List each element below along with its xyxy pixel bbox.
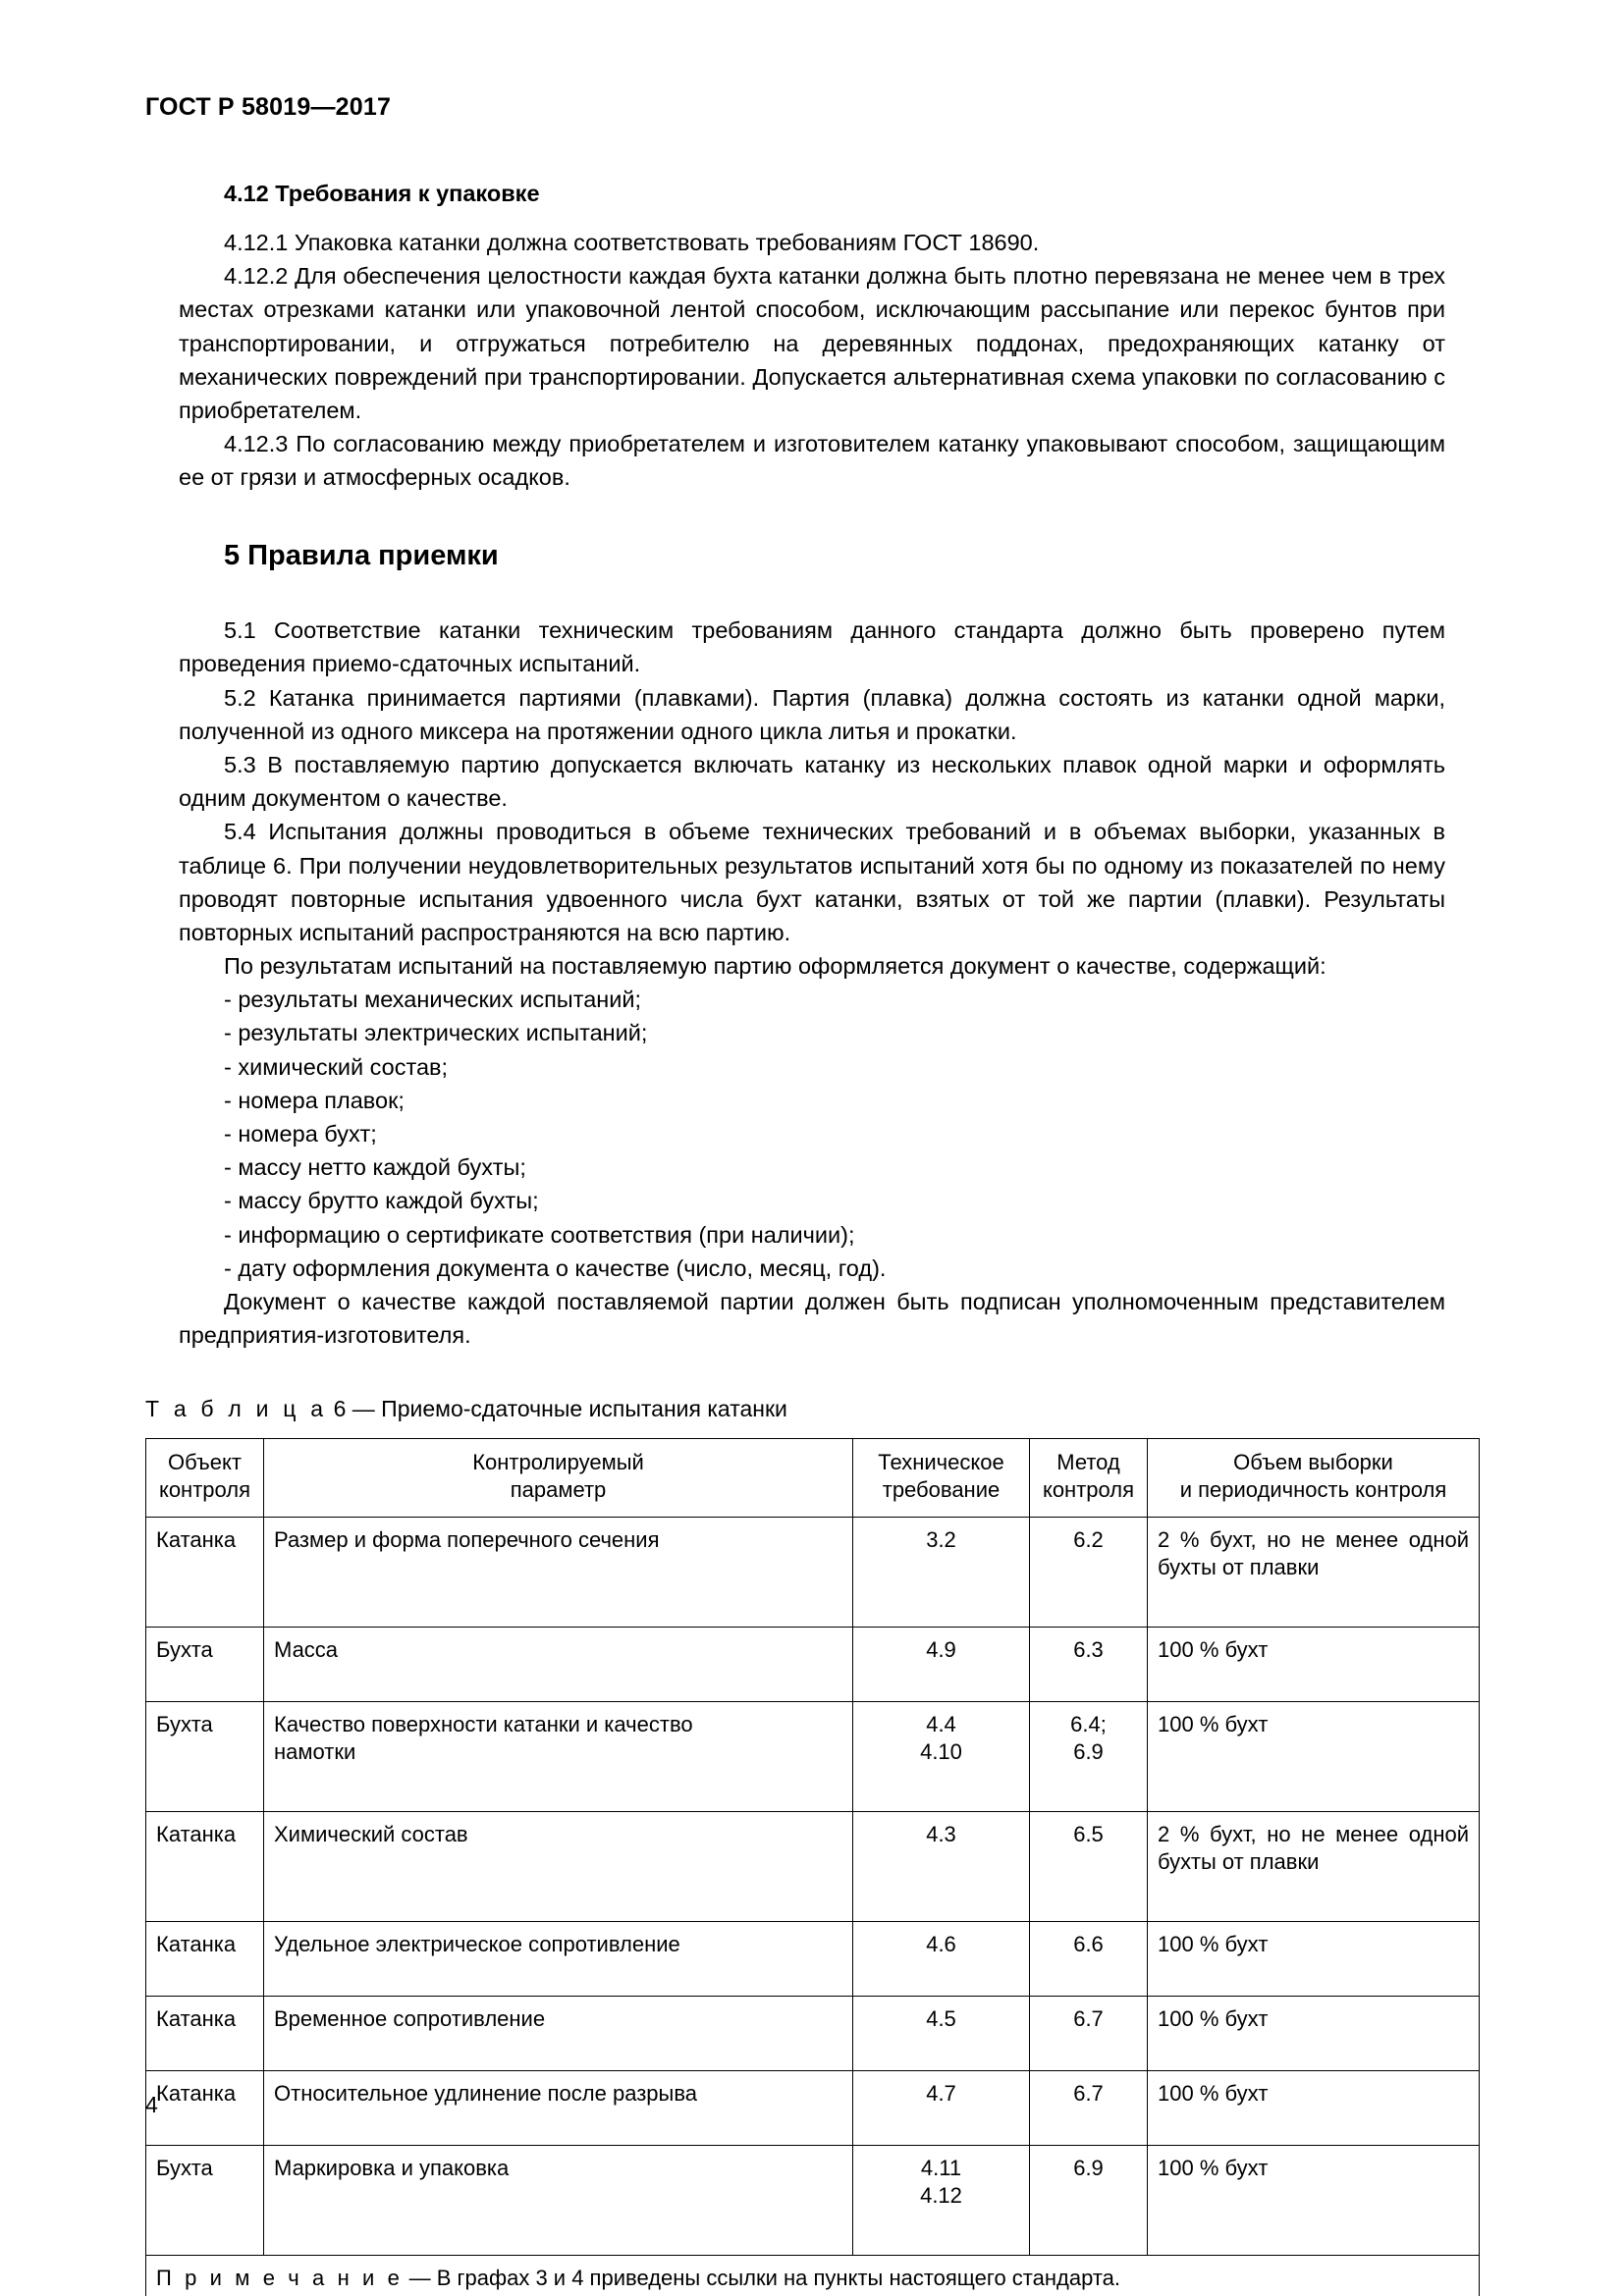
cell-parameter: Маркировка и упаковка — [264, 2146, 853, 2256]
paragraph-quality-doc-signature: Документ о качестве каждой поставляемой партии должен быть подписан уполномоченным представителем предприятия-изготовителя. — [179, 1288, 1445, 1349]
spacer — [179, 574, 1445, 614]
cell-object: Бухта — [146, 1628, 264, 1702]
table-caption-number: 6 — [333, 1396, 347, 1422]
cell-requirement-line-2: 4.12 — [920, 2182, 962, 2208]
list-item: - результаты электрических испытаний; — [224, 1020, 648, 1046]
cell-object: Катанка — [146, 1812, 264, 1922]
list-item: - массу нетто каждой бухты; — [224, 1154, 526, 1181]
cell-method-line-1: 6.4; — [1070, 1712, 1107, 1737]
note-text: В графах 3 и 4 приведены ссылки на пункты настоящего стандарта. — [436, 2266, 1120, 2291]
cell-requirement: 4.7 — [853, 2071, 1030, 2146]
cell-method: 6.7 — [1030, 2071, 1148, 2146]
list-item: - дату оформления документа о качестве (число, месяц, год). — [224, 1255, 887, 1281]
cell-parameter: Масса — [264, 1628, 853, 1702]
cell-volume: 100 % бухт — [1148, 1628, 1480, 1702]
cell-object: Бухта — [146, 2146, 264, 2256]
table-row — [146, 2071, 1480, 2146]
table-caption — [145, 1395, 1479, 1424]
cell-method-line-2: 6.9 — [1073, 1738, 1104, 1764]
list-item: - результаты механических испытаний; — [224, 987, 642, 1013]
table-caption-label: Т а б л и ц а — [145, 1396, 328, 1422]
note-label: П р и м е ч а н и е — [156, 2266, 404, 2291]
cell-volume: 100 % бухт — [1148, 2146, 1480, 2256]
cell-object: Бухта — [146, 1702, 264, 1812]
list-item: - номера бухт; — [224, 1121, 377, 1148]
table-row — [146, 2146, 1480, 2256]
cell-requirement: 4.5 — [853, 1997, 1030, 2071]
paragraph-5-1: 5.1 Соответствие катанки техническим требованиям данного стандарта должно быть проверено путем проведения приемо-сдаточных испытаний. — [179, 617, 1445, 677]
body-column — [145, 179, 1445, 1353]
column-header-parameter — [264, 1439, 853, 1518]
cell-requirement: 4.3 — [853, 1812, 1030, 1922]
header-line-2: параметр — [510, 1476, 607, 1502]
cell-parameter-line-1: Качество поверхности катанки и качество — [274, 1712, 693, 1737]
column-header-requirement — [853, 1439, 1030, 1518]
cell-requirement-line-1: 4.11 — [920, 2156, 962, 2181]
paragraph-5-4: 5.4 Испытания должны проводиться в объеме технических требований и в объемах выборки, указанных в таблице 6. При получении неудовлетворительных результатов испытаний хотя бы по одному из показателей по нему проводят повторные испытания удвоенного числа бухт катанки, взятых от той же партии (плавки). Результаты повторных испытаний распространяются на всю партию. — [179, 819, 1445, 945]
cell-parameter — [264, 1702, 853, 1812]
list-item: - химический состав; — [224, 1053, 449, 1080]
cell-method: 6.5 — [1030, 1812, 1148, 1922]
cell-volume: 2 % бухт, но не менее одной бухты от плавки — [1148, 1812, 1480, 1922]
paragraph-5-2: 5.2 Катанка принимается партиями (плавками). Партия (плавка) должна состоять из катанки одной марки, полученной из одного миксера на протяжении одного цикла литья и прокатки. — [179, 684, 1445, 744]
cell-parameter: Химический состав — [264, 1812, 853, 1922]
paragraph-4-12-3: 4.12.3 По согласованию между приобретателем и изготовителем катанку упаковывают способом, защищающим ее от грязи и атмосферных осадков. — [179, 431, 1445, 491]
table-row — [146, 1518, 1480, 1628]
list-item: - информацию о сертификате соответствия (при наличии); — [224, 1221, 855, 1248]
page-number: 4 — [145, 2092, 158, 2117]
column-header-volume — [1148, 1439, 1480, 1518]
table-header-row — [146, 1439, 1480, 1518]
table-row — [146, 1997, 1480, 2071]
cell-method: 6.3 — [1030, 1628, 1148, 1702]
paragraph-quality-doc-intro: По результатам испытаний на поставляемую партию оформляется документ о качестве, содержащий: — [224, 953, 1326, 980]
running-header: ГОСТ Р 58019—2017 — [145, 93, 392, 121]
header-line-1: Метод — [1056, 1450, 1120, 1475]
header-line-2: контроля — [158, 1476, 251, 1502]
cell-parameter: Удельное электрическое сопротивление — [264, 1922, 853, 1997]
table-caption-title: Приемо-сдаточные испытания катанки — [381, 1396, 787, 1422]
header-line-2: контроля — [1042, 1476, 1135, 1502]
cell-requirement — [853, 2146, 1030, 2256]
table-note-row — [146, 2256, 1480, 2296]
table-row — [146, 1628, 1480, 1702]
cell-volume: 100 % бухт — [1148, 2071, 1480, 2146]
header-line-1: Объем выборки — [1233, 1450, 1393, 1475]
table-row — [146, 1922, 1480, 1997]
note-dash: — — [408, 2266, 431, 2291]
paragraph-4-12-2: 4.12.2 Для обеспечения целостности каждая бухта катанки должна быть плотно перевязана не менее чем в трех местах отрезками катанки или упаковочной лентой способом, исключающим рассыпание или перекос бунтов при транспортировании, и отгружаться потребителю на деревянных поддонах, предохраняющих катанку от механических повреждений при транспортировании. Допускается альтернативная схема упаковки по согласованию с приобретателем. — [179, 263, 1445, 423]
column-header-object — [146, 1439, 264, 1518]
table-6-acceptance-tests — [145, 1438, 1480, 2296]
column-header-method — [1030, 1439, 1148, 1518]
table-header — [146, 1439, 1480, 1518]
quality-document-contents-list — [179, 983, 1445, 1285]
cell-object: Катанка — [146, 1997, 264, 2071]
table-note — [146, 2256, 1480, 2296]
header-line-1: Контролируемый — [472, 1450, 644, 1475]
cell-parameter-line-2: намотки — [274, 1738, 356, 1764]
spacer — [179, 495, 1445, 538]
table-row — [146, 1812, 1480, 1922]
header-line-2: и периодичность контроля — [1179, 1476, 1447, 1502]
paragraph-4-12-1: 4.12.1 Упаковка катанки должна соответствовать требованиям ГОСТ 18690. — [224, 230, 1040, 256]
table-body — [146, 1518, 1480, 2296]
header-line-1: Объект — [168, 1450, 242, 1475]
cell-method: 6.2 — [1030, 1518, 1148, 1628]
header-line-2: требование — [882, 1476, 1001, 1502]
cell-volume: 100 % бухт — [1148, 1997, 1480, 2071]
section-heading-5: 5 Правила приемки — [224, 539, 499, 571]
cell-requirement: 4.9 — [853, 1628, 1030, 1702]
subsection-heading-4-12: 4.12 Требования к упаковке — [224, 180, 540, 206]
cell-requirement — [853, 1702, 1030, 1812]
spacer — [145, 1352, 1479, 1395]
cell-method — [1030, 1702, 1148, 1812]
cell-requirement-line-1: 4.4 — [926, 1712, 956, 1737]
cell-method: 6.9 — [1030, 2146, 1148, 2256]
paragraph-5-3: 5.3 В поставляемую партию допускается включать катанку из нескольких плавок одной марки и оформлять одним документом о качестве. — [179, 751, 1445, 812]
cell-requirement: 3.2 — [853, 1518, 1030, 1628]
table-caption-dash: — — [352, 1396, 375, 1422]
list-item: - массу брутто каждой бухты; — [224, 1188, 539, 1214]
cell-method: 6.7 — [1030, 1997, 1148, 2071]
table-row — [146, 1702, 1480, 1812]
cell-volume: 100 % бухт — [1148, 1922, 1480, 1997]
cell-object: Катанка — [146, 1518, 264, 1628]
cell-parameter: Временное сопротивление — [264, 1997, 853, 2071]
cell-volume: 2 % бухт, но не менее одной бухты от плавки — [1148, 1518, 1480, 1628]
cell-object: Катанка — [146, 2071, 264, 2146]
cell-parameter: Относительное удлинение после разрыва — [264, 2071, 853, 2146]
cell-requirement: 4.6 — [853, 1922, 1030, 1997]
header-line-1: Техническое — [878, 1450, 1004, 1475]
cell-object: Катанка — [146, 1922, 264, 1997]
cell-method: 6.6 — [1030, 1922, 1148, 1997]
cell-requirement-line-2: 4.10 — [920, 1738, 962, 1764]
page-content — [145, 94, 1479, 2296]
list-item: - номера плавок; — [224, 1087, 405, 1113]
cell-volume: 100 % бухт — [1148, 1702, 1480, 1812]
cell-parameter: Размер и форма поперечного сечения — [264, 1518, 853, 1628]
